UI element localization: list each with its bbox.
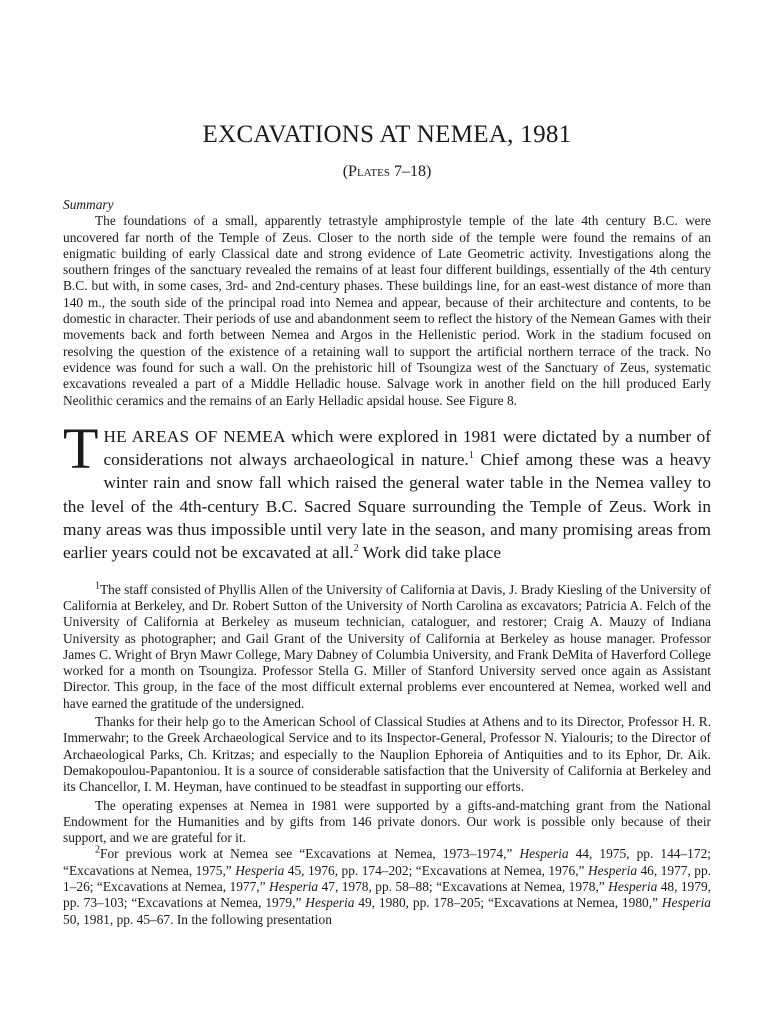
footnote-1: [63, 582, 711, 712]
drop-cap: T: [63, 415, 99, 481]
footnote-1-mark: 1: [95, 580, 100, 592]
footnote-2-text-a: For previous work at Nemea see “Excavations at Nemea, 1973–1974,”: [100, 846, 520, 862]
footnote-2-mark: 2: [95, 844, 100, 856]
footnote-1-paragraph-3: The operating expenses at Nemea in 1981 were supported by a gifts-and-matching grant from the National Endowment for the Humanities and by gifts from 146 private donors. Our work is possible only because of their support, and we are grateful for it.: [63, 797, 711, 846]
article-title: EXCAVATIONS AT NEMEA, 1981: [202, 121, 572, 148]
summary-text: The foundations of a small, apparently tetrastyle amphiprostyle temple of the late 4th century B.C. were uncovered far north of the Temple of Zeus. Closer to the north side of the temple were found the remains of an enigmatic building of early Classical date and strong evidence of Late Geometric activity. Investigations along the southern fringes of the sanctuary revealed the remains of at least four different buildings, essentially of the 4th century B.C. but with, in some cases, 3rd- and 2nd-century phases. These buildings line, for an east-west distance of more than 140 m., the south side of the principal road into Nemea and appear, because of their architecture and contents, to be domestic in character. Their periods of use and abandonment seem to reflect the history of the Nemean Games with their movements back and forth between Nemea and Argos in the Hellenistic period. Work in the stadium focused on resolving the question of the existence of a retaining wall to support the artificial northern terrace of the track. No evidence was found for such a wall. On the prehistoric hill of Tsoungiza west of the Sanctuary of Zeus, systematic excavations revealed a part of a Middle Helladic house. Salvage work in another field on the hill produced Early Neolithic ceramics and the remains of an Early Helladic apsidal house. See Figure 8.: [63, 213, 711, 408]
journal-name: Hesperia: [519, 846, 569, 862]
body-text: [63, 415, 711, 565]
footnote-2-text-f: 48, 1979, pp. 73–103; “Excavations at Nemea, 1979,”: [63, 878, 711, 911]
footnote-2-text-d: 46, 1977, pp. 1–26; “Excavations at Nemea, 1977,”: [63, 862, 711, 894]
footnote-1-text: The staff consisted of Phyllis Allen of the University of California at Davis, J. Brady Kiesling of the University of California at Berkeley, and Dr. Robert Sutton of the University of North Carolina as excavators; Patricia A. Felch of the University of California at Berkeley as museum technician, cataloguer, and restorer; Craig A. Mauzy of Indiana University as photographer; and Gail Grant of the University of California at Berkeley as house manager. Professor James C. Wright of Bryn Mawr College, Mary Dabney of Columbia University, and Frank DeMita of Haverford College worked for a month on Tsoungiza. Professor Stella G. Miller of Stanford University served once again as Assistant Director. This group, in the face of the most difficult external problems ever encountered at Nemea, worked well and have earned the gratitude of the undersigned.: [63, 581, 711, 711]
footnote-2: [63, 846, 711, 927]
summary-section: [63, 197, 711, 409]
body-text-3: Work did take place: [358, 543, 502, 563]
journal-name: Hesperia: [661, 895, 711, 911]
footnote-1-paragraph-2: Thanks for their help go to the American School of Classical Studies at Athens and to its Director, Professor H. R. Immerwahr; to the Greek Archaeological Service and to its Inspector-General, Professor N. Yialouris; to the Director of Archaeological Parks, Ch. Kritzas; and especially to the Nauplion Ephoreia of Antiquities and to its Ephor, Dr. Aik. Demakopoulou-Papantoniou. It is a source of considerable satisfaction that the University of California at Berkeley and its Chancellor, I. M. Heyman, have continued to be steadfast in supporting our efforts.: [63, 714, 711, 795]
footnotes: [63, 582, 711, 928]
body-text-1: which were explored in 1981 were dictated by a number of considerations not always archaeological in nature.: [103, 426, 711, 470]
opening-words: HE AREAS OF NEMEA: [103, 426, 286, 446]
footnote-2-text-b: 44, 1975, pp. 144–172; “Excavations at Nemea, 1975,”: [63, 846, 711, 878]
footnote-ref-1[interactable]: 1: [468, 450, 474, 462]
journal-name: Hesperia: [305, 895, 355, 911]
journal-name: Hesperia: [608, 878, 658, 894]
summary-label: Summary: [63, 197, 114, 212]
footnote-2-text-h: 50, 1981, pp. 45–67. In the following presentation: [63, 911, 332, 927]
journal-name: Hesperia: [235, 862, 285, 878]
footnote-ref-2[interactable]: 2: [353, 543, 359, 555]
plates-reference: (Plates 7–18): [342, 163, 432, 180]
article-page: [63, 120, 711, 928]
journal-name: Hesperia: [269, 878, 319, 894]
footnote-2-text-g: 49, 1980, pp. 178–205; “Excavations at Nemea, 1980,”: [354, 895, 662, 911]
footnote-2-text-c: 45, 1976, pp. 174–202; “Excavations at Nemea, 1976,”: [284, 862, 588, 878]
body-paragraph: [63, 415, 711, 565]
footnote-2-text-e: 47, 1978, pp. 58–88; “Excavations at Nemea, 1978,”: [318, 878, 609, 894]
journal-name: Hesperia: [587, 862, 638, 878]
body-text-2: Chief among these was a heavy winter rain and snow fall which raised the general water table in the Nemea valley to the level of the 4th-century B.C. Sacred Square surrounding the Temple of Zeus. Work in many areas was thus impossible until very late in the season, and many promising areas from earlier years could not be excavated at all.: [63, 450, 711, 563]
